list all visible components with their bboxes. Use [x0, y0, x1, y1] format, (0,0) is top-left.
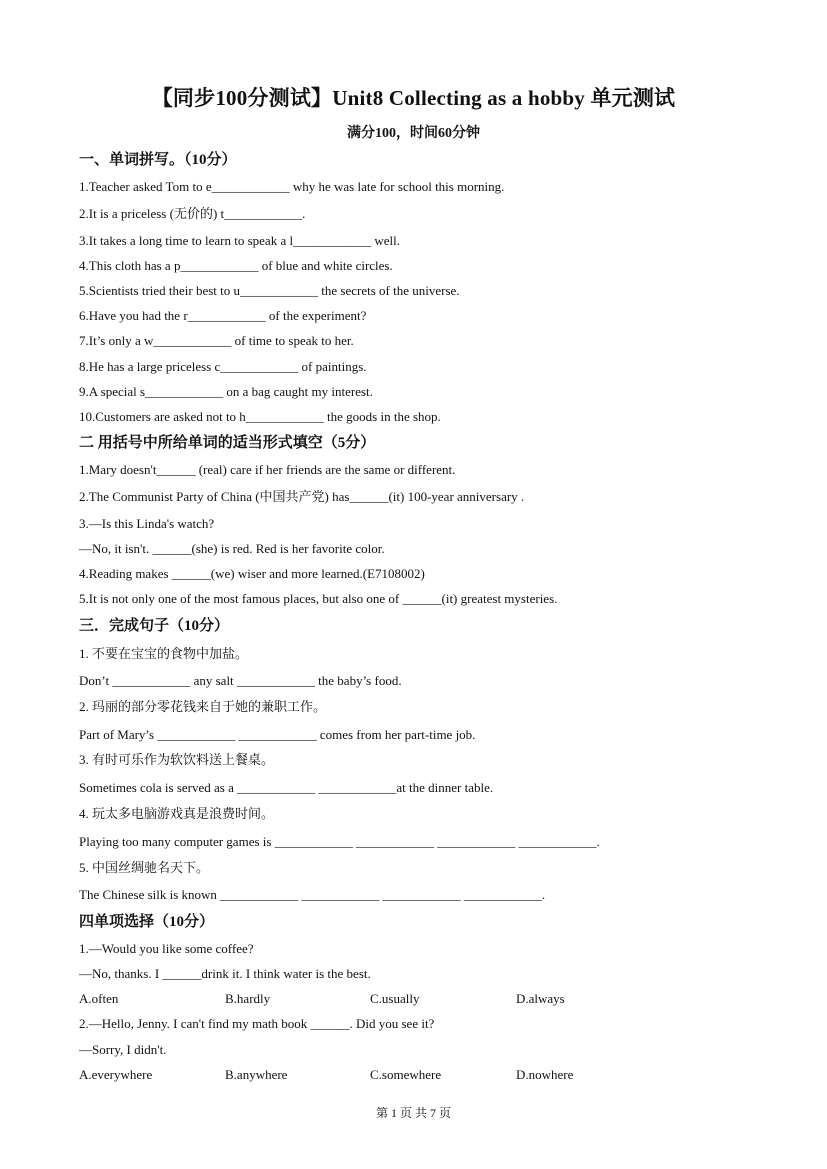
- option-a: A.often: [79, 991, 119, 1006]
- question-line: 3.—Is this Linda's watch?: [79, 516, 215, 531]
- section-heading-3: 三．完成句子（10分）: [79, 618, 230, 634]
- question-line: 7.It’s only a w____________ of time to speak to her.: [79, 333, 354, 348]
- question-line: 5.Scientists tried their best to u____________ the secrets of the universe.: [79, 283, 460, 298]
- question-line: Sometimes cola is served as a ____________ ____________at the dinner table.: [79, 780, 494, 795]
- question-reply: —Sorry, I didn't.: [79, 1042, 167, 1057]
- option-d: D.nowhere: [516, 1067, 574, 1082]
- question-line: 4. 玩太多电脑游戏真是浪费时间。: [79, 806, 275, 821]
- option-c: C.usually: [370, 991, 420, 1006]
- question-stem: 2.—Hello, Jenny. I can't find my math book ______. Did you see it?: [79, 1016, 435, 1031]
- question-line: —No, it isn't. ______(she) is red. Red is her favorite color.: [79, 541, 385, 556]
- question-line: 3. 有时可乐作为软饮料送上餐桌。: [79, 752, 275, 767]
- question-line: Playing too many computer games is ____________ ____________ ____________ ____________.: [79, 834, 600, 849]
- question-line: Part of Mary’s ____________ ____________ comes from her part-time job.: [79, 727, 476, 742]
- question-line: 8.He has a large priceless c____________ of paintings.: [79, 359, 367, 374]
- option-a: A.everywhere: [79, 1067, 153, 1082]
- question-line: 2.It is a priceless (无价的) t____________.: [79, 206, 306, 221]
- question-line: 6.Have you had the r____________ of the experiment?: [79, 308, 367, 323]
- page-title: 【同步100分测试】Unit8 Collecting as a hobby 单元测试: [151, 86, 676, 110]
- option-b: B.anywhere: [225, 1067, 288, 1082]
- section-heading-2: 二 用括号中所给单词的适当形式填空（5分）: [79, 435, 376, 451]
- question-line: 2. 玛丽的部分零花钱来自于她的兼职工作。: [79, 699, 327, 714]
- page-footer: 第 1 页 共 7 页: [375, 1106, 451, 1120]
- question-stem: 1.—Would you like some coffee?: [79, 941, 254, 956]
- question-line: 4.This cloth has a p____________ of blue and white circles.: [79, 258, 393, 273]
- question-reply: —No, thanks. I ______drink it. I think water is the best.: [79, 966, 371, 981]
- option-d: D.always: [516, 991, 565, 1006]
- question-line: 9.A special s____________ on a bag caught my interest.: [79, 384, 373, 399]
- question-line: 4.Reading makes ______(we) wiser and more learned.(E7108002): [79, 566, 425, 581]
- question-line: The Chinese silk is known ____________ ____________ ____________ ____________.: [79, 887, 546, 902]
- option-c: C.somewhere: [370, 1067, 442, 1082]
- question-line: 5. 中国丝绸驰名天下。: [79, 860, 210, 875]
- question-line: 1. 不要在宝宝的食物中加盐。: [79, 646, 249, 661]
- question-line: 2.The Communist Party of China (中国共产党) has______(it) 100-year anniversary .: [79, 489, 525, 504]
- section-heading-1: 一、单词拼写。（10分）: [79, 152, 237, 168]
- question-line: Don’t ____________ any salt ____________ the baby’s food.: [79, 673, 402, 688]
- question-line: 1.Mary doesn't______ (real) care if her friends are the same or different.: [79, 462, 456, 477]
- question-line: 10.Customers are asked not to h____________ the goods in the shop.: [79, 409, 441, 424]
- question-line: 3.It takes a long time to learn to speak a l____________ well.: [79, 233, 400, 248]
- question-line: 5.It is not only one of the most famous places, but also one of ______(it) greatest mysteries.: [79, 591, 558, 606]
- page-subtitle: 满分100，时间60分钟: [347, 126, 480, 141]
- question-line: 1.Teacher asked Tom to e____________ why he was late for school this morning.: [79, 179, 505, 194]
- option-b: B.hardly: [225, 991, 271, 1006]
- section-heading-4: 四单项选择（10分）: [79, 914, 215, 930]
